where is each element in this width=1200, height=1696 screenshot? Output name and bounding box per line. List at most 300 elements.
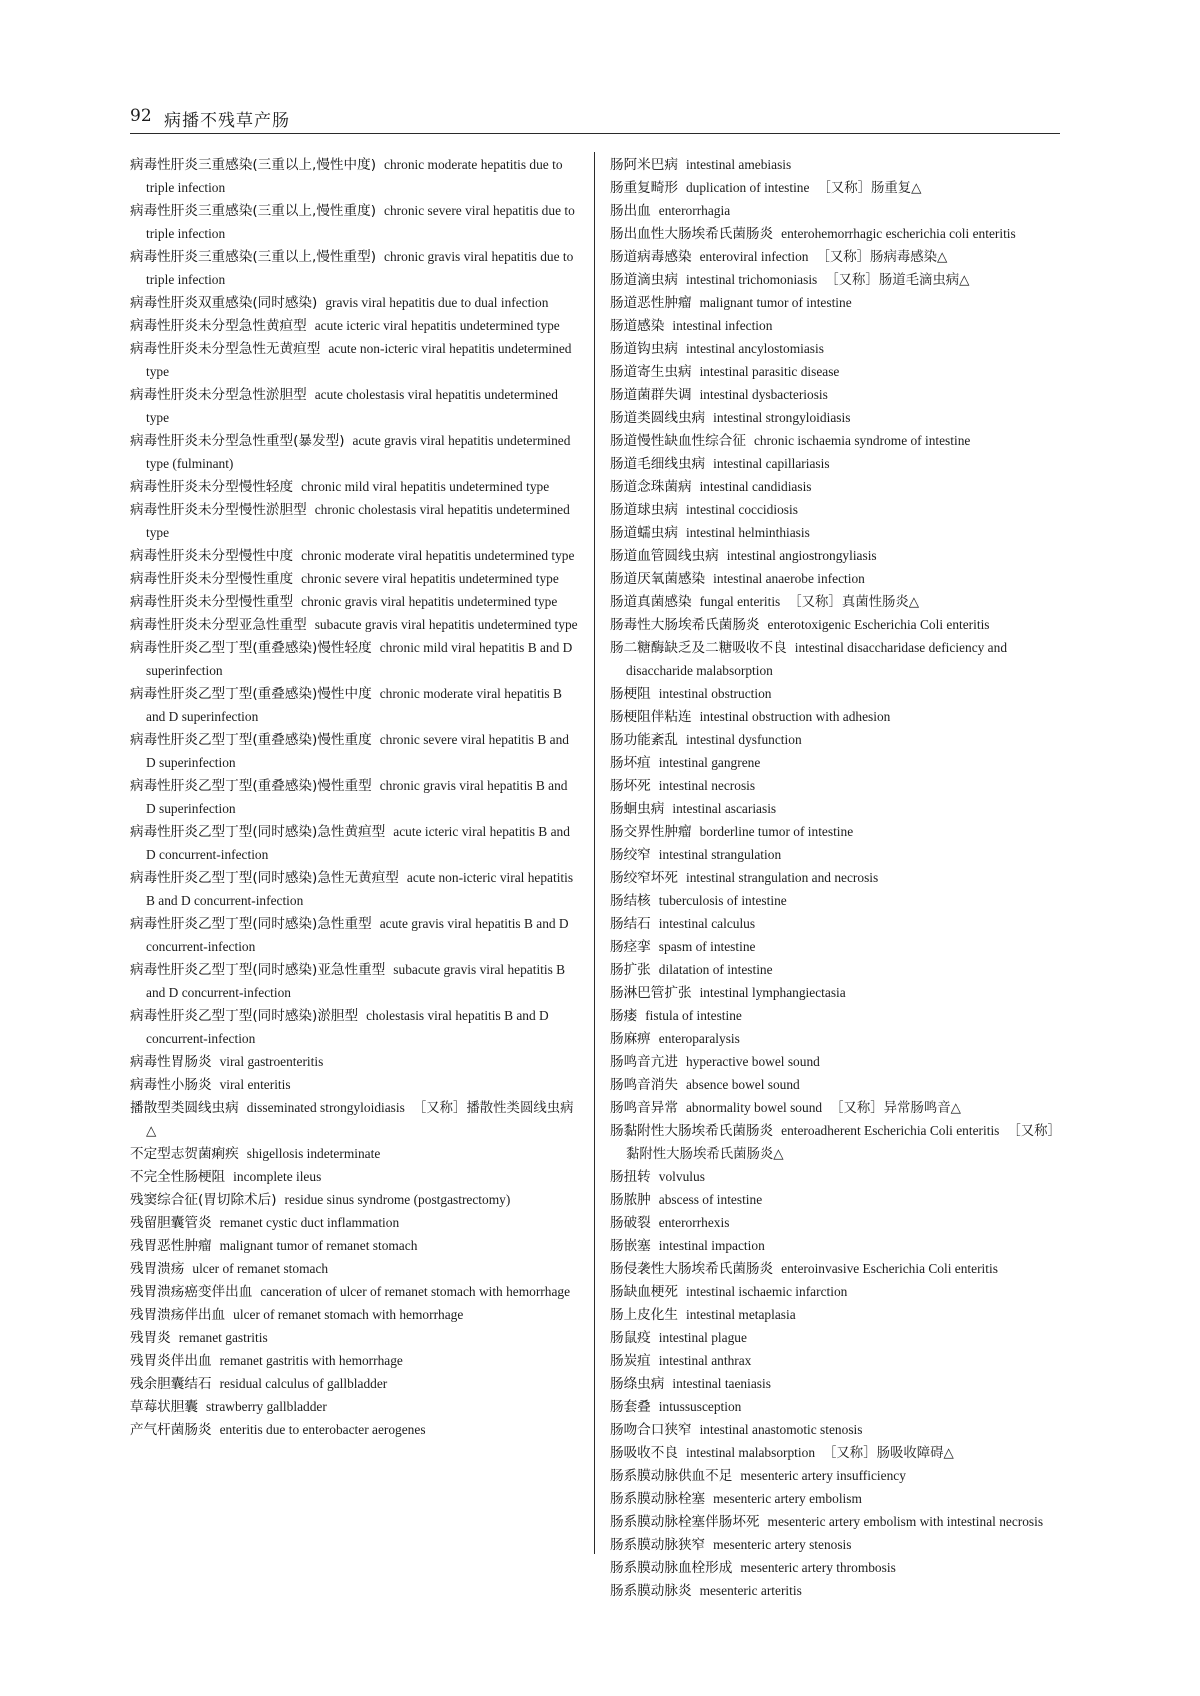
dictionary-entry [610,315,1060,338]
term-english: enterorrhagia [658,203,731,218]
dictionary-entry [130,1212,580,1235]
dictionary-entry [610,361,1060,384]
term-english: intussusception [658,1399,742,1414]
dictionary-entry [610,154,1060,177]
term-english: enteroadherent Escherichia Coli enteritis [781,1123,1000,1138]
term-english: acute gravis viral hepatitis B and D concurrent-infection [146,916,569,954]
term-chinese: 残胃溃疡 [130,1261,185,1277]
term-english: incomplete ileus [233,1169,322,1184]
term-chinese: 病毒性肝炎未分型亚急性重型 [130,617,307,633]
dictionary-entry [130,1350,580,1373]
term-english: enteritis due to enterobacter aerogenes [219,1422,426,1437]
term-chinese: 病毒性肝炎双重感染(同时感染) [130,295,318,311]
dictionary-entry [610,1051,1060,1074]
term-chinese: 肠套叠 [610,1399,651,1415]
dictionary-entry [610,246,1060,269]
term-english: intestinal lymphangiectasia [699,985,846,1000]
term-english: chronic cholestasis viral hepatitis undetermined type [146,502,570,540]
term-chinese: 残胃炎 [130,1330,171,1346]
dictionary-entry [610,1235,1060,1258]
dictionary-entry [610,867,1060,890]
dictionary-entry [130,292,580,315]
term-chinese: 肠鸣音异常 [610,1100,678,1116]
term-english: mesenteric arteritis [699,1583,802,1598]
page-number: 92 [130,106,152,126]
term-english: ulcer of remanet stomach [192,1261,329,1276]
dictionary-entry [610,729,1060,752]
dictionary-entry [610,1373,1060,1396]
term-alias: ［又称］异常肠鸣音△ [830,1100,961,1115]
term-chinese: 肠麻痹 [610,1031,651,1047]
dictionary-entry [130,338,580,384]
dictionary-entry [610,338,1060,361]
term-english: intestinal disaccharidase deficiency and disaccharide malabsorption [626,640,1008,678]
term-english: acute non-icteric viral hepatitis undetermined type [146,341,572,379]
term-chinese: 肠嵌塞 [610,1238,651,1254]
term-english: subacute gravis viral hepatitis undetermined type [314,617,578,632]
term-chinese: 肠道病毒感染 [610,249,692,265]
dictionary-entry [130,1166,580,1189]
term-english: intestinal ascariasis [672,801,777,816]
dictionary-entry [610,292,1060,315]
term-chinese: 肠二糖酶缺乏及二糖吸收不良 [610,640,787,656]
term-chinese: 肠扩张 [610,962,651,978]
term-chinese: 肠绞窄坏死 [610,870,678,886]
term-english: mesenteric artery thrombosis [740,1560,896,1575]
dictionary-entry [610,1166,1060,1189]
term-chinese: 病毒性肝炎乙型丁型(重叠感染)慢性重度 [130,732,372,748]
dictionary-entry [610,1580,1060,1603]
term-chinese: 残余胆囊结石 [130,1376,212,1392]
term-english: intestinal anaerobe infection [713,571,865,586]
term-english: chronic gravis viral hepatitis due to triple infection [146,249,574,287]
term-english: acute icteric viral hepatitis undetermined type [314,318,560,333]
term-chinese: 病毒性肝炎未分型慢性轻度 [130,479,294,495]
term-chinese: 肠道寄生虫病 [610,364,692,380]
term-chinese: 肠炭疽 [610,1353,651,1369]
term-chinese: 肠出血 [610,203,651,219]
term-english: duplication of intestine [685,180,810,195]
dictionary-entry [610,913,1060,936]
running-head: 病播不残草产肠 [164,111,290,131]
dictionary-entry [610,1028,1060,1051]
term-english: cholestasis viral hepatitis B and D concurrent-infection [146,1008,549,1046]
dictionary-entry [130,637,580,683]
term-chinese: 肠道毛细线虫病 [610,456,706,472]
term-chinese: 肠梗阻伴粘连 [610,709,692,725]
term-english: enteroparalysis [658,1031,740,1046]
dictionary-entry [610,1212,1060,1235]
term-english: acute gravis viral hepatitis undetermined type (fulminant) [146,433,571,471]
dictionary-entry [610,752,1060,775]
term-english: absence bowel sound [685,1077,800,1092]
term-english: intestinal trichomoniasis [685,272,818,287]
term-chinese: 病毒性肝炎乙型丁型(重叠感染)慢性轻度 [130,640,372,656]
term-english: intestinal dysbacteriosis [699,387,828,402]
term-chinese: 病毒性肝炎三重感染(三重以上,慢性重型) [130,249,377,265]
dictionary-entry [130,1327,580,1350]
dictionary-entry [610,1304,1060,1327]
term-chinese: 肠道恶性肿瘤 [610,295,692,311]
dictionary-entry [610,568,1060,591]
term-english: intestinal ancylostomiasis [685,341,824,356]
dictionary-entry [610,683,1060,706]
term-alias: ［又称］黏附性大肠埃希氏菌肠炎△ [626,1123,1055,1161]
term-english: mesenteric artery insufficiency [740,1468,906,1483]
term-english: chronic moderate hepatitis due to triple infection [146,157,563,195]
dictionary-entry [130,246,580,292]
term-chinese: 病毒性肝炎三重感染(三重以上,慢性中度) [130,157,377,173]
dictionary-entry [610,1419,1060,1442]
term-english: intestinal necrosis [658,778,756,793]
term-chinese: 肠结石 [610,916,651,932]
term-english: chronic ischaemia syndrome of intestine [753,433,971,448]
term-english: chronic gravis viral hepatitis B and D superinfection [146,778,568,816]
term-chinese: 不完全性肠梗阻 [130,1169,226,1185]
term-english: acute cholestasis viral hepatitis undetermined type [146,387,558,425]
term-chinese: 肠道滴虫病 [610,272,678,288]
dictionary-entry [130,545,580,568]
dictionary-entry [130,729,580,775]
term-english: enterohemorrhagic escherichia coli enteritis [781,226,1016,241]
term-chinese: 肠道慢性缺血性综合征 [610,433,746,449]
dictionary-entry [610,775,1060,798]
term-chinese: 残胃溃疡伴出血 [130,1307,226,1323]
term-chinese: 病毒性肝炎未分型慢性淤胆型 [130,502,307,518]
dictionary-entry [610,1189,1060,1212]
term-chinese: 病毒性肝炎乙型丁型(同时感染)淤胆型 [130,1008,359,1024]
term-english: spasm of intestine [658,939,756,954]
dictionary-entry [610,1465,1060,1488]
term-chinese: 肠道厌氧菌感染 [610,571,706,587]
dictionary-entry [130,154,580,200]
dictionary-entry [610,407,1060,430]
term-chinese: 肠鸣音消失 [610,1077,678,1093]
term-chinese: 肠毒性大肠埃希氏菌肠炎 [610,617,760,633]
term-chinese: 残胃恶性肿瘤 [130,1238,212,1254]
dictionary-entry [610,1557,1060,1580]
term-chinese: 肠道血管圆线虫病 [610,548,719,564]
dictionary-entry [610,453,1060,476]
term-english: remanet gastritis [178,1330,268,1345]
dictionary-entry [130,775,580,821]
term-english: remanet gastritis with hemorrhage [219,1353,403,1368]
term-english: disseminated strongyloidiasis [246,1100,405,1115]
term-english: intestinal metaplasia [685,1307,796,1322]
term-chinese: 病毒性胃肠炎 [130,1054,212,1070]
dictionary-entry [610,1005,1060,1028]
term-english: volvulus [658,1169,705,1184]
term-english: intestinal capillariasis [713,456,830,471]
term-chinese: 肠脓肿 [610,1192,651,1208]
term-chinese: 肠坏死 [610,778,651,794]
term-english: intestinal anastomotic stenosis [699,1422,863,1437]
dictionary-entry [610,384,1060,407]
term-english: mesenteric artery stenosis [713,1537,852,1552]
term-chinese: 病毒性肝炎乙型丁型(同时感染)急性黄疸型 [130,824,386,840]
term-english: intestinal obstruction with adhesion [699,709,891,724]
term-english: acute non-icteric viral hepatitis B and D concurrent-infection [146,870,574,908]
term-chinese: 肠黏附性大肠埃希氏菌肠炎 [610,1123,774,1139]
term-chinese: 病毒性肝炎三重感染(三重以上,慢性重度) [130,203,377,219]
term-english: fistula of intestine [645,1008,742,1023]
dictionary-entry [130,1143,580,1166]
dictionary-entry [130,499,580,545]
term-chinese: 病毒性肝炎未分型慢性重度 [130,571,294,587]
term-chinese: 病毒性小肠炎 [130,1077,212,1093]
term-chinese: 残窦综合征(胃切除术后) [130,1192,277,1208]
term-english: chronic severe viral hepatitis due to triple infection [146,203,575,241]
term-english: strawberry gallbladder [205,1399,327,1414]
term-alias: ［又称］肠病毒感染△ [816,249,948,264]
dictionary-entry [130,1235,580,1258]
dictionary-entry [130,1189,580,1212]
term-english: intestinal taeniasis [672,1376,771,1391]
term-english: chronic mild viral hepatitis undetermined type [301,479,550,494]
dictionary-entry [610,706,1060,729]
dictionary-entry [130,315,580,338]
dictionary-entry [610,1120,1060,1166]
term-english: chronic mild viral hepatitis B and D superinfection [146,640,573,678]
term-chinese: 肠梗阻 [610,686,651,702]
term-english: intestinal coccidiosis [685,502,798,517]
term-english: intestinal plague [658,1330,747,1345]
term-chinese: 肠破裂 [610,1215,651,1231]
term-chinese: 肠吻合口狭窄 [610,1422,692,1438]
term-chinese: 肠道真菌感染 [610,594,692,610]
term-english: residue sinus syndrome (postgastrectomy) [284,1192,511,1207]
term-chinese: 草莓状胆囊 [130,1399,198,1415]
term-english: intestinal helminthiasis [685,525,810,540]
dictionary-entry [610,637,1060,683]
term-english: intestinal obstruction [658,686,772,701]
term-english: intestinal impaction [658,1238,765,1253]
term-chinese: 肠道念珠菌病 [610,479,692,495]
term-chinese: 肠阿米巴病 [610,157,678,173]
term-chinese: 肠侵袭性大肠埃希氏菌肠炎 [610,1261,774,1277]
term-english: chronic severe viral hepatitis B and D superinfection [146,732,569,770]
term-english: acute icteric viral hepatitis B and D concurrent-infection [146,824,570,862]
term-english: enterotoxigenic Escherichia Coli enteritis [767,617,990,632]
dictionary-entry [610,844,1060,867]
dictionary-entry [130,913,580,959]
term-chinese: 肠系膜动脉狭窄 [610,1537,706,1553]
term-english: viral enteritis [219,1077,291,1092]
dictionary-entry [610,1488,1060,1511]
dictionary-entry [610,476,1060,499]
term-chinese: 肠鼠疫 [610,1330,651,1346]
term-english: viral gastroenteritis [219,1054,324,1069]
term-chinese: 不定型志贺菌痢疾 [130,1146,239,1162]
term-chinese: 病毒性肝炎未分型急性无黄疸型 [130,341,321,357]
dictionary-entry [610,545,1060,568]
dictionary-entry [610,591,1060,614]
term-chinese: 肠道钩虫病 [610,341,678,357]
dictionary-entry [610,1281,1060,1304]
term-english: intestinal strongyloidiasis [713,410,851,425]
term-english: intestinal anthrax [658,1353,752,1368]
term-english: intestinal ischaemic infarction [685,1284,848,1299]
dictionary-entry [610,1327,1060,1350]
term-english: malignant tumor of intestine [699,295,852,310]
dictionary-entry [130,867,580,913]
dictionary-entry [610,821,1060,844]
term-chinese: 病毒性肝炎乙型丁型(同时感染)急性重型 [130,916,372,932]
dictionary-entry [130,430,580,476]
term-chinese: 残胃溃疡癌变伴出血 [130,1284,253,1300]
term-english: residual calculus of gallbladder [219,1376,388,1391]
term-english: intestinal infection [672,318,773,333]
term-chinese: 肠出血性大肠埃希氏菌肠炎 [610,226,774,242]
dictionary-entry [610,430,1060,453]
dictionary-entry [610,522,1060,545]
dictionary-entry [130,591,580,614]
term-english: enteroviral infection [699,249,809,264]
column-divider [594,152,595,1554]
term-english: borderline tumor of intestine [699,824,854,839]
dictionary-entry [610,1396,1060,1419]
term-chinese: 病毒性肝炎未分型急性重型(暴发型) [130,433,345,449]
term-chinese: 肠功能紊乱 [610,732,678,748]
left-column [130,154,580,1442]
term-english: intestinal malabsorption [685,1445,816,1460]
term-chinese: 肠道蠕虫病 [610,525,678,541]
term-chinese: 肠蛔虫病 [610,801,665,817]
term-chinese: 肠重复畸形 [610,180,678,196]
term-chinese: 病毒性肝炎乙型丁型(重叠感染)慢性中度 [130,686,372,702]
term-english: abscess of intestine [658,1192,763,1207]
dictionary-entry [130,1258,580,1281]
term-english: intestinal strangulation [658,847,782,862]
dictionary-entry [130,200,580,246]
dictionary-entry [130,1396,580,1419]
dictionary-entry [610,1442,1060,1465]
term-english: dilatation of intestine [658,962,773,977]
term-chinese: 残胃炎伴出血 [130,1353,212,1369]
dictionary-entry [130,1373,580,1396]
term-chinese: 肠系膜动脉栓塞伴肠坏死 [610,1514,760,1530]
term-chinese: 肠绦虫病 [610,1376,665,1392]
dictionary-entry [610,177,1060,200]
term-alias: ［又称］真菌性肠炎△ [788,594,920,609]
term-alias: ［又称］肠重复△ [817,180,922,195]
term-chinese: 肠道感染 [610,318,665,334]
dictionary-entry [130,1074,580,1097]
term-chinese: 残留胆囊管炎 [130,1215,212,1231]
dictionary-entry [130,1097,580,1143]
term-alias: ［又称］播散性类圆线虫病△ [146,1100,574,1138]
term-english: subacute gravis viral hepatitis B and D concurrent-infection [146,962,566,1000]
dictionary-entry [610,1511,1060,1534]
term-english: chronic severe viral hepatitis undetermined type [301,571,559,586]
term-english: mesenteric artery embolism with intestinal necrosis [767,1514,1044,1529]
dictionary-entry [610,269,1060,292]
dictionary-entry [130,1419,580,1442]
term-chinese: 肠道菌群失调 [610,387,692,403]
dictionary-entry [130,568,580,591]
term-chinese: 病毒性肝炎未分型急性淤胆型 [130,387,307,403]
term-chinese: 肠坏疽 [610,755,651,771]
term-english: canceration of ulcer of remanet stomach with hemorrhage [260,1284,571,1299]
term-chinese: 播散型类圆线虫病 [130,1100,239,1116]
term-alias: ［又称］肠道毛滴虫病△ [825,272,970,287]
term-chinese: 肠结核 [610,893,651,909]
dictionary-entry [610,1097,1060,1120]
term-chinese: 肠绞窄 [610,847,651,863]
term-english: intestinal calculus [658,916,756,931]
dictionary-entry [610,890,1060,913]
term-english: chronic moderate viral hepatitis B and D superinfection [146,686,562,724]
term-english: mesenteric artery embolism [713,1491,862,1506]
dictionary-entry [130,683,580,729]
dictionary-entry [130,614,580,637]
term-english: intestinal angiostrongyliasis [726,548,877,563]
dictionary-entry [610,1258,1060,1281]
term-chinese: 病毒性肝炎乙型丁型(同时感染)急性无黄疸型 [130,870,399,886]
term-chinese: 肠吸收不良 [610,1445,678,1461]
page-header [130,102,1058,132]
term-chinese: 病毒性肝炎未分型急性黄疸型 [130,318,307,334]
term-chinese: 肠上皮化生 [610,1307,678,1323]
dictionary-entry [610,1534,1060,1557]
term-alias: ［又称］肠吸收障碍△ [823,1445,954,1460]
term-chinese: 肠痉挛 [610,939,651,955]
dictionary-entry [610,798,1060,821]
dictionary-entry [610,614,1060,637]
dictionary-entry [610,936,1060,959]
term-english: fungal enteritis [699,594,781,609]
dictionary-entry [610,200,1060,223]
term-english: intestinal parasitic disease [699,364,840,379]
term-chinese: 病毒性肝炎未分型慢性重型 [130,594,294,610]
term-chinese: 病毒性肝炎乙型丁型(重叠感染)慢性重型 [130,778,372,794]
term-chinese: 肠淋巴管扩张 [610,985,692,1001]
term-english: tuberculosis of intestine [658,893,787,908]
term-english: abnormality bowel sound [685,1100,823,1115]
dictionary-entry [610,223,1060,246]
dictionary-entry [610,1074,1060,1097]
term-chinese: 肠系膜动脉栓塞 [610,1491,706,1507]
term-chinese: 肠交界性肿瘤 [610,824,692,840]
term-english: intestinal strangulation and necrosis [685,870,879,885]
term-english: hyperactive bowel sound [685,1054,820,1069]
term-chinese: 产气杆菌肠炎 [130,1422,212,1438]
term-chinese: 肠缺血梗死 [610,1284,678,1300]
term-chinese: 肠系膜动脉炎 [610,1583,692,1599]
term-chinese: 肠扭转 [610,1169,651,1185]
term-english: shigellosis indeterminate [246,1146,381,1161]
term-chinese: 肠道类圆线虫病 [610,410,706,426]
right-column [610,154,1060,1603]
term-chinese: 肠系膜动脉血栓形成 [610,1560,733,1576]
term-english: intestinal dysfunction [685,732,802,747]
term-english: malignant tumor of remanet stomach [219,1238,418,1253]
term-english: enterorrhexis [658,1215,730,1230]
dictionary-entry [610,959,1060,982]
dictionary-entry [130,384,580,430]
term-chinese: 肠鸣音亢进 [610,1054,678,1070]
dictionary-entry [130,1005,580,1051]
term-english: intestinal amebiasis [685,157,792,172]
term-english: intestinal candidiasis [699,479,812,494]
term-chinese: 肠瘘 [610,1008,638,1024]
header-rule [130,133,1060,134]
dictionary-entry [130,959,580,1005]
term-english: chronic moderate viral hepatitis undetermined type [301,548,575,563]
term-chinese: 病毒性肝炎乙型丁型(同时感染)亚急性重型 [130,962,386,978]
dictionary-entry [610,982,1060,1005]
dictionary-entry [610,1350,1060,1373]
